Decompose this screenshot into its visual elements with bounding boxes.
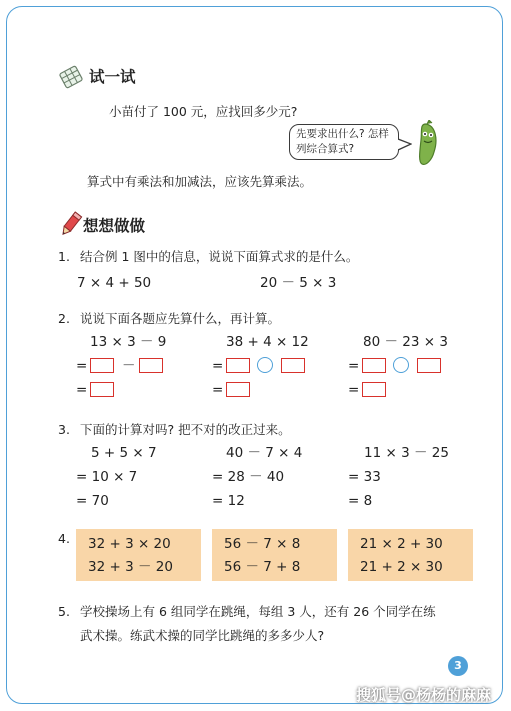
q3-text: 下面的计算对吗? 把不对的改正过来。: [80, 422, 291, 437]
practice-section-title: 想想做做: [83, 217, 146, 235]
q3-step: = 28 － 40: [212, 469, 285, 485]
q3-step: = 33: [348, 469, 381, 485]
pencil-icon: [58, 210, 84, 238]
pair-expression: 56 － 7 × 8: [224, 536, 301, 552]
answer-box[interactable]: [226, 382, 250, 397]
pair-expression: 32 + 3 － 20: [88, 559, 173, 575]
try-note: 算式中有乘法和加减法，应该先算乘法。: [87, 174, 313, 189]
q1-number: 1.: [58, 249, 70, 264]
try-question: 小苗付了 100 元，应找回多少元?: [109, 104, 298, 119]
expression-pair-card: [76, 529, 201, 581]
page-number-badge: [448, 656, 468, 676]
equals-sign: =: [348, 358, 360, 374]
q2-expression: 13 × 3 － 9: [90, 334, 167, 350]
page-number: 3: [454, 659, 462, 672]
expression-pair-card: [212, 529, 337, 581]
q3-expression: 11 × 3 － 25: [364, 445, 449, 461]
try-section-title: 试一试: [89, 68, 136, 86]
operator-circle[interactable]: [393, 357, 409, 373]
q5-text-line: 武术操。练武术操的同学比跳绳的多多少人?: [80, 628, 325, 643]
expression-pair-card: [348, 529, 473, 581]
q3-step: = 8: [348, 493, 373, 509]
speech-bubble: [289, 124, 399, 160]
pair-expression: 21 + 2 × 30: [360, 559, 443, 575]
answer-box[interactable]: [226, 358, 250, 373]
watermark: 搜狐号@杨杨的麻麻: [356, 686, 492, 704]
q1-expression: 7 × 4 + 50: [77, 275, 152, 291]
minus-sign: －: [122, 358, 136, 374]
cucumber-mascot-icon: [410, 120, 446, 168]
q2-expression: 80 － 23 × 3: [363, 334, 448, 350]
q3-expression: 40 － 7 × 4: [226, 445, 303, 461]
q3-expression: 5 + 5 × 7: [91, 445, 157, 461]
answer-box[interactable]: [90, 358, 114, 373]
q5-text-line: 学校操场上有 6 组同学在跳绳，每组 3 人，还有 26 个同学在练: [80, 604, 436, 619]
q3-number: 3.: [58, 422, 70, 437]
answer-box[interactable]: [281, 358, 305, 373]
answer-box[interactable]: [417, 358, 441, 373]
equals-sign: =: [212, 358, 224, 374]
equals-sign: =: [76, 358, 88, 374]
q1-text: 结合例 1 图中的信息，说说下面算式求的是什么。: [80, 249, 359, 264]
q5-number: 5.: [58, 604, 70, 619]
answer-box[interactable]: [362, 382, 386, 397]
q2-number: 2.: [58, 311, 70, 326]
q2-expression: 38 + 4 × 12: [226, 334, 309, 350]
pair-expression: 32 + 3 × 20: [88, 536, 171, 552]
q3-step: = 10 × 7: [76, 469, 138, 485]
q1-expression: 20 － 5 × 3: [260, 275, 337, 291]
speech-bubble-text: 先要求出什么? 怎样列综合算式?: [296, 128, 389, 155]
answer-box[interactable]: [90, 382, 114, 397]
calculator-icon: [58, 64, 84, 90]
q3-step: = 70: [76, 493, 109, 509]
equals-sign: =: [212, 382, 224, 398]
pair-expression: 21 × 2 + 30: [360, 536, 443, 552]
q2-text: 说说下面各题应先算什么，再计算。: [80, 311, 281, 326]
equals-sign: =: [76, 382, 88, 398]
answer-box[interactable]: [139, 358, 163, 373]
equals-sign: =: [348, 382, 360, 398]
q4-number: 4.: [58, 531, 70, 546]
operator-circle[interactable]: [257, 357, 273, 373]
pair-expression: 56 － 7 + 8: [224, 559, 301, 575]
q3-step: = 12: [212, 493, 245, 509]
answer-box[interactable]: [362, 358, 386, 373]
